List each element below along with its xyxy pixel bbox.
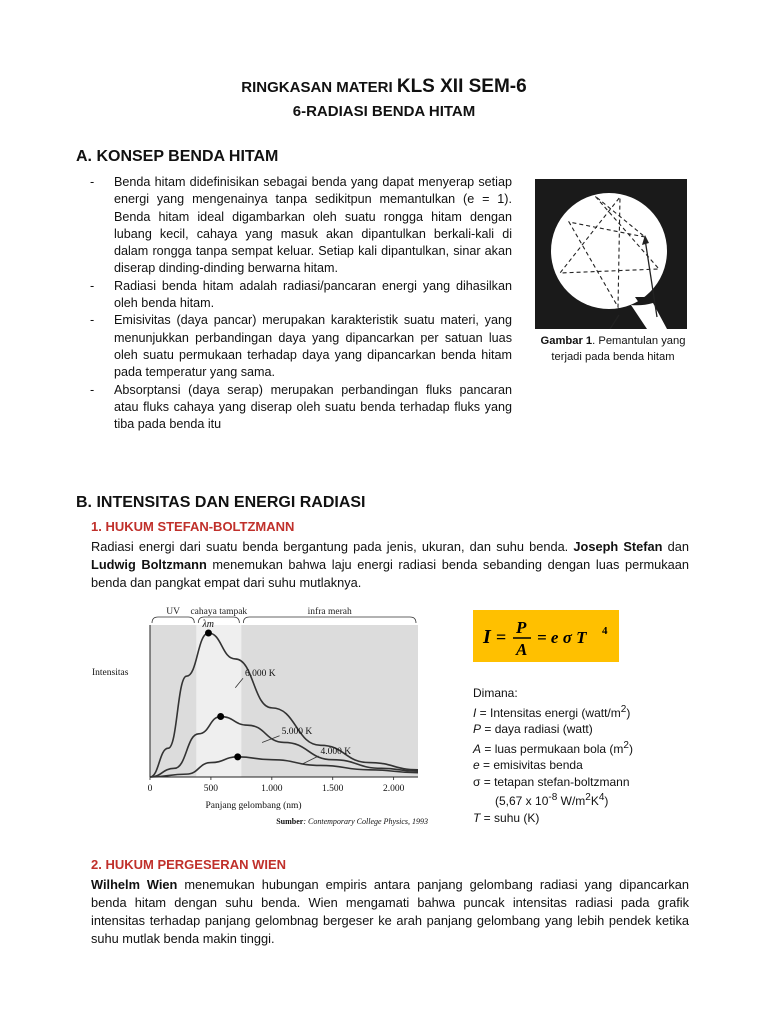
region-bracket xyxy=(243,617,416,623)
peak-point xyxy=(217,713,224,720)
symbol: P xyxy=(473,722,482,736)
x-axis-label: Panjang gelombang (nm) xyxy=(205,801,302,811)
definition-end: ) xyxy=(626,705,631,720)
caption-text: . Pemantulan yang terjadi pada benda hitam xyxy=(551,335,686,363)
stefan-boltzmann-formula xyxy=(473,610,619,662)
blackbody-spectrum-chart xyxy=(88,605,430,830)
source-text: : Contemporary College Physics, 1993 xyxy=(303,817,428,826)
definition: = tetapan stefan-boltzmann xyxy=(480,774,630,789)
legend-line xyxy=(473,810,633,827)
definition: = Intensitas energi (watt/m xyxy=(476,705,621,720)
symbol: e xyxy=(473,758,480,772)
legend-line xyxy=(473,774,633,791)
source-label: Sumber xyxy=(276,817,304,826)
constant-text: K xyxy=(590,794,599,808)
x-tick-label: 2.000 xyxy=(382,784,405,794)
formula-eq: = xyxy=(496,627,507,647)
symbol: A xyxy=(473,741,482,756)
wien-paragraph xyxy=(91,876,689,948)
x-tick-label: 1.000 xyxy=(261,784,283,794)
series-label: 5.000 K xyxy=(281,726,313,737)
superscript: 2 xyxy=(620,703,627,715)
symbol: I xyxy=(473,705,477,720)
section-a-heading: A. KONSEP BENDA HITAM xyxy=(76,148,279,165)
legend-line xyxy=(473,790,633,810)
section-b-heading: B. INTENSITAS DAN ENERGI RADIASI xyxy=(76,494,366,511)
definition: = daya radiasi (watt) xyxy=(481,722,593,736)
superscript: 2 xyxy=(585,792,591,803)
stefan-boltzmann-paragraph xyxy=(91,538,689,592)
person-name: Wilhelm Wien xyxy=(91,877,178,892)
title-prefix: RINGKASAN MATERI xyxy=(241,79,393,96)
constant-text: (5,67 x 10 xyxy=(495,794,549,808)
region-label: UV xyxy=(166,607,181,617)
caption-label: Gambar 1 xyxy=(540,335,593,347)
para-text: Radiasi energi dari suatu benda bergantung pada jenis, ukuran, dan suhu benda. xyxy=(91,539,574,554)
legend-line xyxy=(473,702,633,722)
formula-lhs: I xyxy=(483,626,491,648)
definition: = suhu (K) xyxy=(480,810,540,825)
peak-label: λm xyxy=(202,619,215,630)
formula-numerator: P xyxy=(516,618,527,637)
plot-background xyxy=(150,625,418,777)
subsection-1-heading: 1. HUKUM STEFAN-BOLTZMANN xyxy=(91,519,295,534)
formula-legend xyxy=(473,685,633,826)
para-text: menemukan hubungan empiris antara panjang gelombang radiasi yang dipancarkan benda hitam dengan suhu benda. Wien mengamati bahwa puncak intensitas radiasi pada grafik intensitas terhadap panjang gelombnag bergeser ke arah panjang gelombang yang lebih pendek ketika suhu mutlak benda makin tinggi. xyxy=(91,877,689,946)
definition-end: ) xyxy=(628,741,633,756)
person-name: Ludwig Boltzmann xyxy=(91,557,207,572)
formula-graphic xyxy=(473,610,619,662)
chart-source xyxy=(276,817,428,826)
bullet-item: - Absorptansi (daya serap) merupakan perbandingan fluks pancaran atau fluks cahaya yang diserap oleh suatu benda terhadap fluks yang tiba pada benda itu xyxy=(90,382,512,434)
superscript: 4 xyxy=(598,792,605,803)
peak-point xyxy=(205,630,212,637)
formula-rhs: = e σ T xyxy=(537,628,587,647)
legend-line xyxy=(473,721,633,738)
document-subtitle: 6-RADIASI BENDA HITAM xyxy=(292,103,476,120)
legend-line xyxy=(473,738,633,758)
figure-1-caption xyxy=(535,333,691,365)
para-text: menemukan bahwa laju energi radiasi benda sebanding dengan luas permukaan benda dan pangkat empat dari suhu mutlaknya. xyxy=(91,557,689,590)
constant-text: W/m xyxy=(557,794,586,808)
symbol: T xyxy=(473,810,481,825)
title-suffix: KLS XII SEM-6 xyxy=(396,76,527,97)
superscript: -8 xyxy=(548,792,558,803)
subsection-2-heading: 2. HUKUM PERGESERAN WIEN xyxy=(91,857,287,872)
bullet-item: - Benda hitam didefinisikan sebagai benda yang dapat menyerap setiap energi yang mengenainya tanpa sedikitpun memantulkan (e = 1). Benda hitam ideal digambarkan oleh suatu rongga hitam dengan lubang kecil, cahaya yang masuk akan dipantulkan berkali-kali di dalam rongga tanpa sempat keluar. Setiap kali dipantulkan, sinar akan diserap dinding-dinding berwarna hitam. xyxy=(90,174,512,278)
definition: = luas permukaan bola (m xyxy=(481,741,624,756)
region-label: infra merah xyxy=(307,607,352,617)
symbol: σ xyxy=(473,774,481,789)
x-tick-label: 500 xyxy=(203,784,219,794)
definition: = emisivitas benda xyxy=(479,758,583,772)
constant-text: ) xyxy=(604,794,609,808)
series-label: 4.000 K xyxy=(320,746,352,757)
section-a-bullets xyxy=(90,174,512,433)
bullet-item: - Emisivitas (daya pancar) merupakan karakteristik suatu materi, yang menunjukkan perbandingan daya yang dipancarkan per satuan luas oleh suatu permukaan terhadap daya yang dipancarkan benda hitam pada temperatur yang sama. xyxy=(90,312,512,381)
person-name: Joseph Stefan xyxy=(573,539,663,554)
superscript: 2 xyxy=(623,739,629,751)
x-tick-label: 1.500 xyxy=(322,784,344,794)
document-title xyxy=(0,76,768,98)
legend-title: Dimana: xyxy=(473,686,518,700)
para-text: dan xyxy=(662,539,689,554)
visible-band xyxy=(196,625,241,777)
blackbody-cavity-figure xyxy=(535,179,687,329)
bullet-item: - Radiasi benda hitam adalah radiasi/pancaran energi yang dihasilkan oleh benda hitam. xyxy=(90,278,512,313)
series-label: 6.000 K xyxy=(245,669,276,680)
peak-point xyxy=(234,753,241,760)
y-axis-label: Intensitas xyxy=(92,668,129,678)
formula-denominator: A xyxy=(516,640,528,659)
legend-line xyxy=(473,757,633,774)
formula-exponent: 4 xyxy=(602,625,608,637)
region-bracket xyxy=(152,617,194,623)
region-label: cahaya tampak xyxy=(190,607,248,617)
x-tick-label: 0 xyxy=(147,784,153,794)
